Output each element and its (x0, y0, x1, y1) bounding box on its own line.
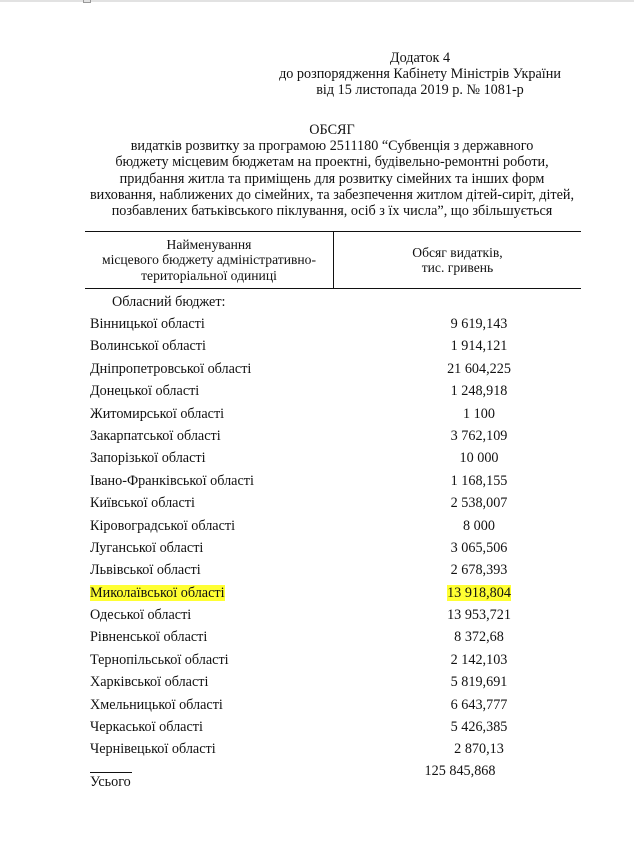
table-row (88, 403, 548, 425)
amount-value: 2 870,13 (454, 741, 504, 758)
page-marker (83, 0, 91, 3)
annex-number: Додаток 4 (389, 50, 451, 66)
header-line: територіальної одиниці (141, 267, 277, 283)
region-name: Луганської області (90, 539, 204, 556)
table-row (88, 358, 548, 380)
region-name: Черкаської області (90, 719, 203, 736)
amount-value: 13 953,721 (447, 607, 511, 624)
region-name (90, 582, 225, 604)
table-row (88, 738, 548, 760)
table-row (88, 470, 548, 492)
region-name: Івано-Франківської області (90, 472, 254, 489)
region-name: Київської області (90, 495, 195, 512)
region-name: Житомирської області (90, 405, 225, 422)
header-line: Обсяг видатків, (412, 244, 503, 260)
top-edge (0, 0, 634, 2)
table-header (85, 231, 581, 289)
title-line: позбавлених батьківського піклування, осіб з їх числа”, що збільшується (111, 203, 553, 220)
table-row (88, 559, 548, 581)
document-title (82, 122, 582, 219)
total-label: Усього (90, 774, 131, 790)
table-body (88, 313, 548, 761)
annex-date: від 15 листопада 2019 р. № 1081-р (316, 82, 524, 98)
region-name: Вінницької області (90, 316, 205, 332)
table-row (88, 604, 548, 626)
amount-value: 1 248,918 (450, 383, 508, 400)
title-line: бюджету місцевим бюджетам на проектні, будівельно-ремонтні роботи, (115, 154, 549, 171)
amount-value: 21 604,225 (447, 360, 511, 377)
table-row (88, 425, 548, 447)
title-heading: ОБСЯГ (309, 122, 355, 138)
section-label: Обласний бюджет: (112, 294, 226, 310)
amount-value (418, 582, 540, 604)
table-row (88, 694, 548, 716)
table-row (88, 649, 548, 671)
table-row (88, 671, 548, 693)
table-row-highlighted (88, 582, 548, 604)
budget-table (85, 231, 581, 289)
header-line: місцевого бюджету адміністративно- (101, 252, 316, 268)
amount-value: 1 168,155 (450, 472, 508, 489)
amount-value: 9 619,143 (450, 316, 508, 332)
region-name: Запорізької області (90, 450, 206, 467)
table-row (88, 447, 548, 469)
table-row (88, 313, 548, 335)
total-value: 125 845,868 (424, 763, 496, 779)
amount-value: 3 065,506 (450, 539, 508, 556)
region-name: Волинської області (90, 338, 206, 355)
amount-value: 1 100 (463, 405, 495, 422)
annex-header (260, 50, 580, 98)
title-line: придбання житла та приміщень для розвитку сімейних та інших форм (119, 170, 545, 187)
title-line: виховання, наближених до сімейних, та забезпечення житлом дітей-сиріт, дітей, (89, 186, 575, 203)
title-line: видатків розвитку за програмою 2511180 “Субвенція з державного (130, 138, 534, 155)
region-name: Рівненської області (90, 629, 208, 646)
region-name: Хмельницької області (90, 696, 223, 713)
region-name: Донецької області (90, 383, 200, 400)
region-name: Дніпропетровської області (90, 360, 252, 377)
amount-value: 3 762,109 (450, 427, 508, 444)
column-header-amount (334, 232, 581, 288)
amount-value: 2 538,007 (450, 495, 508, 512)
table-row (88, 380, 548, 402)
region-name: Одеської області (90, 607, 192, 624)
amount-value: 1 914,121 (450, 338, 508, 355)
highlighted-text: Миколаївської області (90, 584, 225, 601)
region-name: Кіровоградської області (90, 517, 236, 534)
region-name: Харківської області (90, 674, 209, 691)
region-name: Львівської області (90, 562, 201, 579)
column-header-name (85, 232, 334, 288)
total-rule (90, 772, 132, 773)
amount-value: 2 678,393 (450, 562, 508, 579)
region-name: Тернопільської області (90, 651, 229, 668)
table-row (88, 626, 548, 648)
table-row (88, 537, 548, 559)
highlighted-text: 13 918,804 (447, 584, 511, 601)
table-row (88, 716, 548, 738)
amount-value: 2 142,103 (450, 651, 508, 668)
amount-value: 5 426,385 (450, 719, 508, 736)
table-row (88, 335, 548, 357)
header-line: тис. гривень (421, 260, 494, 275)
amount-value: 10 000 (459, 450, 499, 467)
amount-value: 5 819,691 (450, 674, 508, 691)
header-line: Найменування (166, 236, 252, 252)
table-row (88, 492, 548, 514)
region-name: Закарпатської області (90, 427, 221, 444)
region-name: Чернівецької області (90, 741, 216, 758)
annex-reference: до розпорядження Кабінету Міністрів України (279, 66, 561, 82)
amount-value: 6 643,777 (450, 696, 508, 713)
table-row (88, 515, 548, 537)
amount-value: 8 000 (463, 517, 495, 534)
amount-value: 8 372,68 (454, 629, 504, 646)
